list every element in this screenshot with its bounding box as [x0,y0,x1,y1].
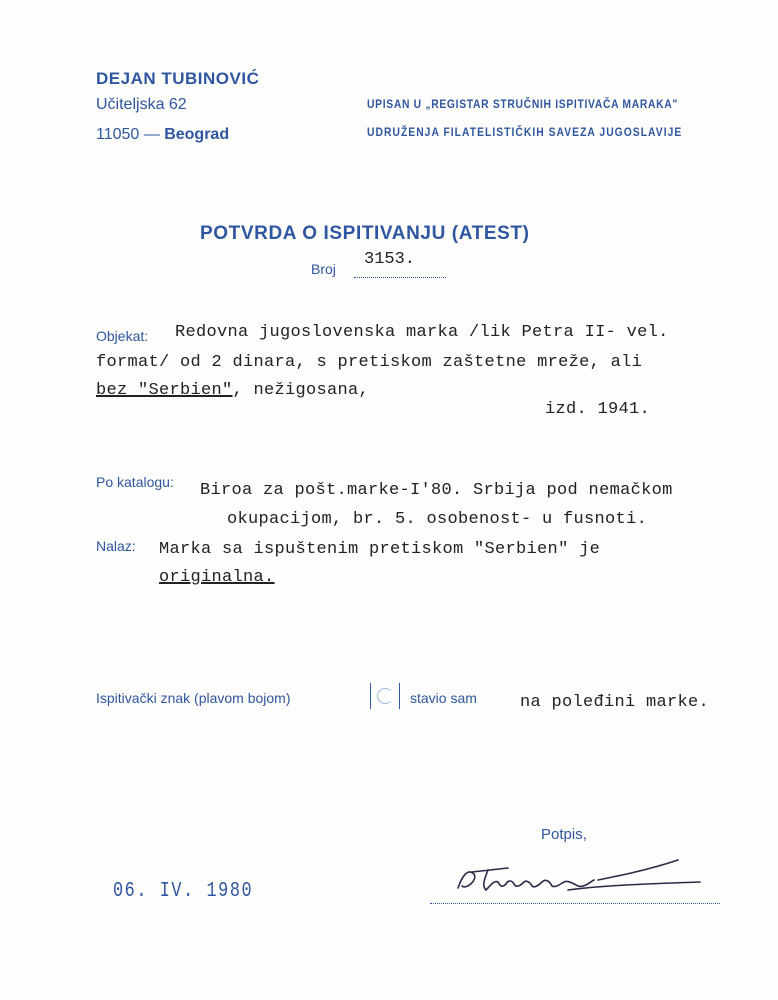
nalaz-line-1: Marka sa ispuštenim pretiskom "Serbien" je [159,540,601,559]
nalaz-underlined: originalna. [159,568,275,587]
znak-text: na poleđini marke. [520,693,710,712]
sender-city-name: Beograd [164,126,230,143]
nalaz-line-2 [159,568,275,587]
objekat-line-3-rest: , nežigosana, [232,381,370,400]
potpis-label: Potpis, [541,826,587,843]
broj-dotted-line [354,276,446,278]
signature-dotted-line [430,902,720,904]
objekat-underlined: bez "Serbien" [96,381,233,400]
signature-icon [448,846,728,906]
sender-city [96,126,229,144]
katalog-line-2: okupacijom, br. 5. osobenost- u fusnoti. [227,510,648,529]
date-stamp: 06. IV. 1980 [113,880,254,903]
document-title: POTVRDA O ISPITIVANJU (ATEST) [200,223,530,244]
sender-street: Učiteljska 62 [96,96,187,113]
nalaz-label: Nalaz: [96,538,136,554]
register-line-2: UDRUŽENJA FILATELISTIČKIH SAVEZA JUGOSLAVIJE [367,125,683,139]
examiner-mark-icon [377,688,393,704]
sender-postcode: 11050 — [96,126,160,143]
znak-label: Ispitivački znak (plavom bojom) [96,690,291,706]
broj-label: Broj [311,261,336,277]
katalog-line-1: Biroa za pošt.marke-I'80. Srbija pod nemačkom [200,481,673,500]
broj-value: 3153. [364,250,416,269]
objekat-line-1: Redovna jugoslovenska marka /lik Petra II- vel. [175,323,669,342]
objekat-line-3 [96,381,369,400]
katalog-label: Po katalogu: [96,474,174,490]
objekat-line-2: format/ od 2 dinara, s pretiskom zaštetne mreže, ali [96,353,643,372]
register-line-1: UPISAN U „REGISTAR STRUČNIH ISPITIVAČA MARAKA" [367,97,678,111]
stavio-label: stavio sam [410,690,477,706]
sender-name: DEJAN TUBINOVIĆ [96,69,260,88]
objekat-label: Objekat: [96,328,149,344]
objekat-year: izd. 1941. [545,400,651,419]
